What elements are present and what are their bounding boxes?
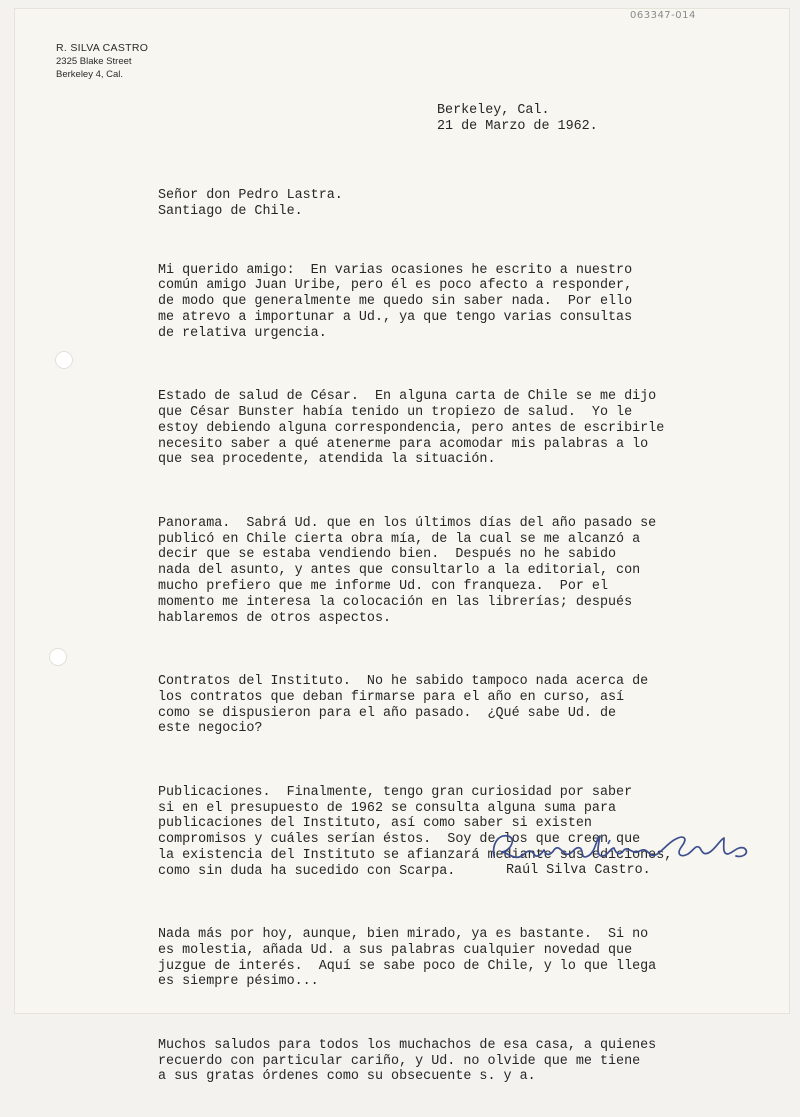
- date-block: [437, 103, 598, 135]
- letterhead-street: 2325 Blake Street: [56, 56, 132, 67]
- paragraph-contracts: Contratos del Instituto. No he sabido tampoco nada acerca de los contratos que deban firmarse para el año en curso, así como se dispusieron para el año pasado. ¿Qué sabe Ud. de este negocio?: [158, 673, 649, 737]
- paragraph-publications: Publicaciones. Finalmente, tengo gran curiosidad por saber si en el presupuesto de 1962 se consulta alguna suma para publicaciones del Instituto, así como saber si existen compromisos y cuáles serían éstos. Soy de los que creen que la existencia del Instituto se afianzará mediante sus ediciones, como sin duda ha sucedido con Scarpa.: [158, 784, 673, 879]
- date-line: 21 de Marzo de 1962.: [437, 118, 598, 134]
- punch-hole-top: [56, 352, 72, 368]
- letterhead: [56, 42, 148, 81]
- paragraph-health: Estado de salud de César. En alguna carta de Chile se me dijo que César Bunster había tenido un tropiezo de salud. Yo le estoy debiendo alguna correspondencia, pero antes de escribirle necesito saber a qué atenerme para acomodar mis palabras a lo que sea procedente, atendida la situación.: [158, 389, 665, 468]
- letterhead-city: Berkeley 4, Cal.: [56, 69, 124, 80]
- typed-signature-name: Raúl Silva Castro.: [506, 863, 651, 878]
- paragraph-greeting: Mi querido amigo: En varias ocasiones he escrito a nuestro común amigo Juan Uribe, pero él es poco afecto a responder, de modo que generalmente me quedo sin saber nada. Por ello me atrevo a importunar a Ud., ya que tengo varias consultas de relativa urgencia.: [158, 262, 633, 341]
- date-place: Berkeley, Cal.: [437, 103, 550, 118]
- addressee-name: Señor don Pedro Lastra.: [158, 188, 343, 203]
- letterhead-name: R. SILVA CASTRO: [56, 42, 149, 54]
- addressee-block: [158, 188, 343, 220]
- paragraph-regards: Muchos saludos para todos los muchachos de esa casa, a quienes recuerdo con particular cariño, y Ud. no olvide que me tiene a sus gratas órdenes como su obsecuente s. y a.: [158, 1037, 657, 1085]
- paragraph-panorama: Panorama. Sabrá Ud. que en los últimos días del año pasado se publicó en Chile cierta obra mía, de la cual se me alcanzó a decir que se estaba vendiendo bien. Después no he sabido nada del asunto, y antes que consultarlo a la editorial, con mucho prefiero que me informe Ud. con franqueza. Por el momento me interesa la colocación en las librerías; después hablaremos de otros aspectos.: [158, 515, 657, 626]
- paragraph-closing: Nada más por hoy, aunque, bien mirado, ya es bastante. Si no es molestia, añada Ud. a sus palabras cualquier novedad que juzgue de interés. Aquí se sabe poco de Chile, y lo que llega es siempre pésimo...: [158, 927, 657, 990]
- letter-body: [158, 231, 768, 1117]
- addressee-city: Santiago de Chile.: [158, 203, 303, 219]
- punch-hole-bottom: [50, 649, 66, 665]
- archive-id: 063347-014: [630, 10, 696, 21]
